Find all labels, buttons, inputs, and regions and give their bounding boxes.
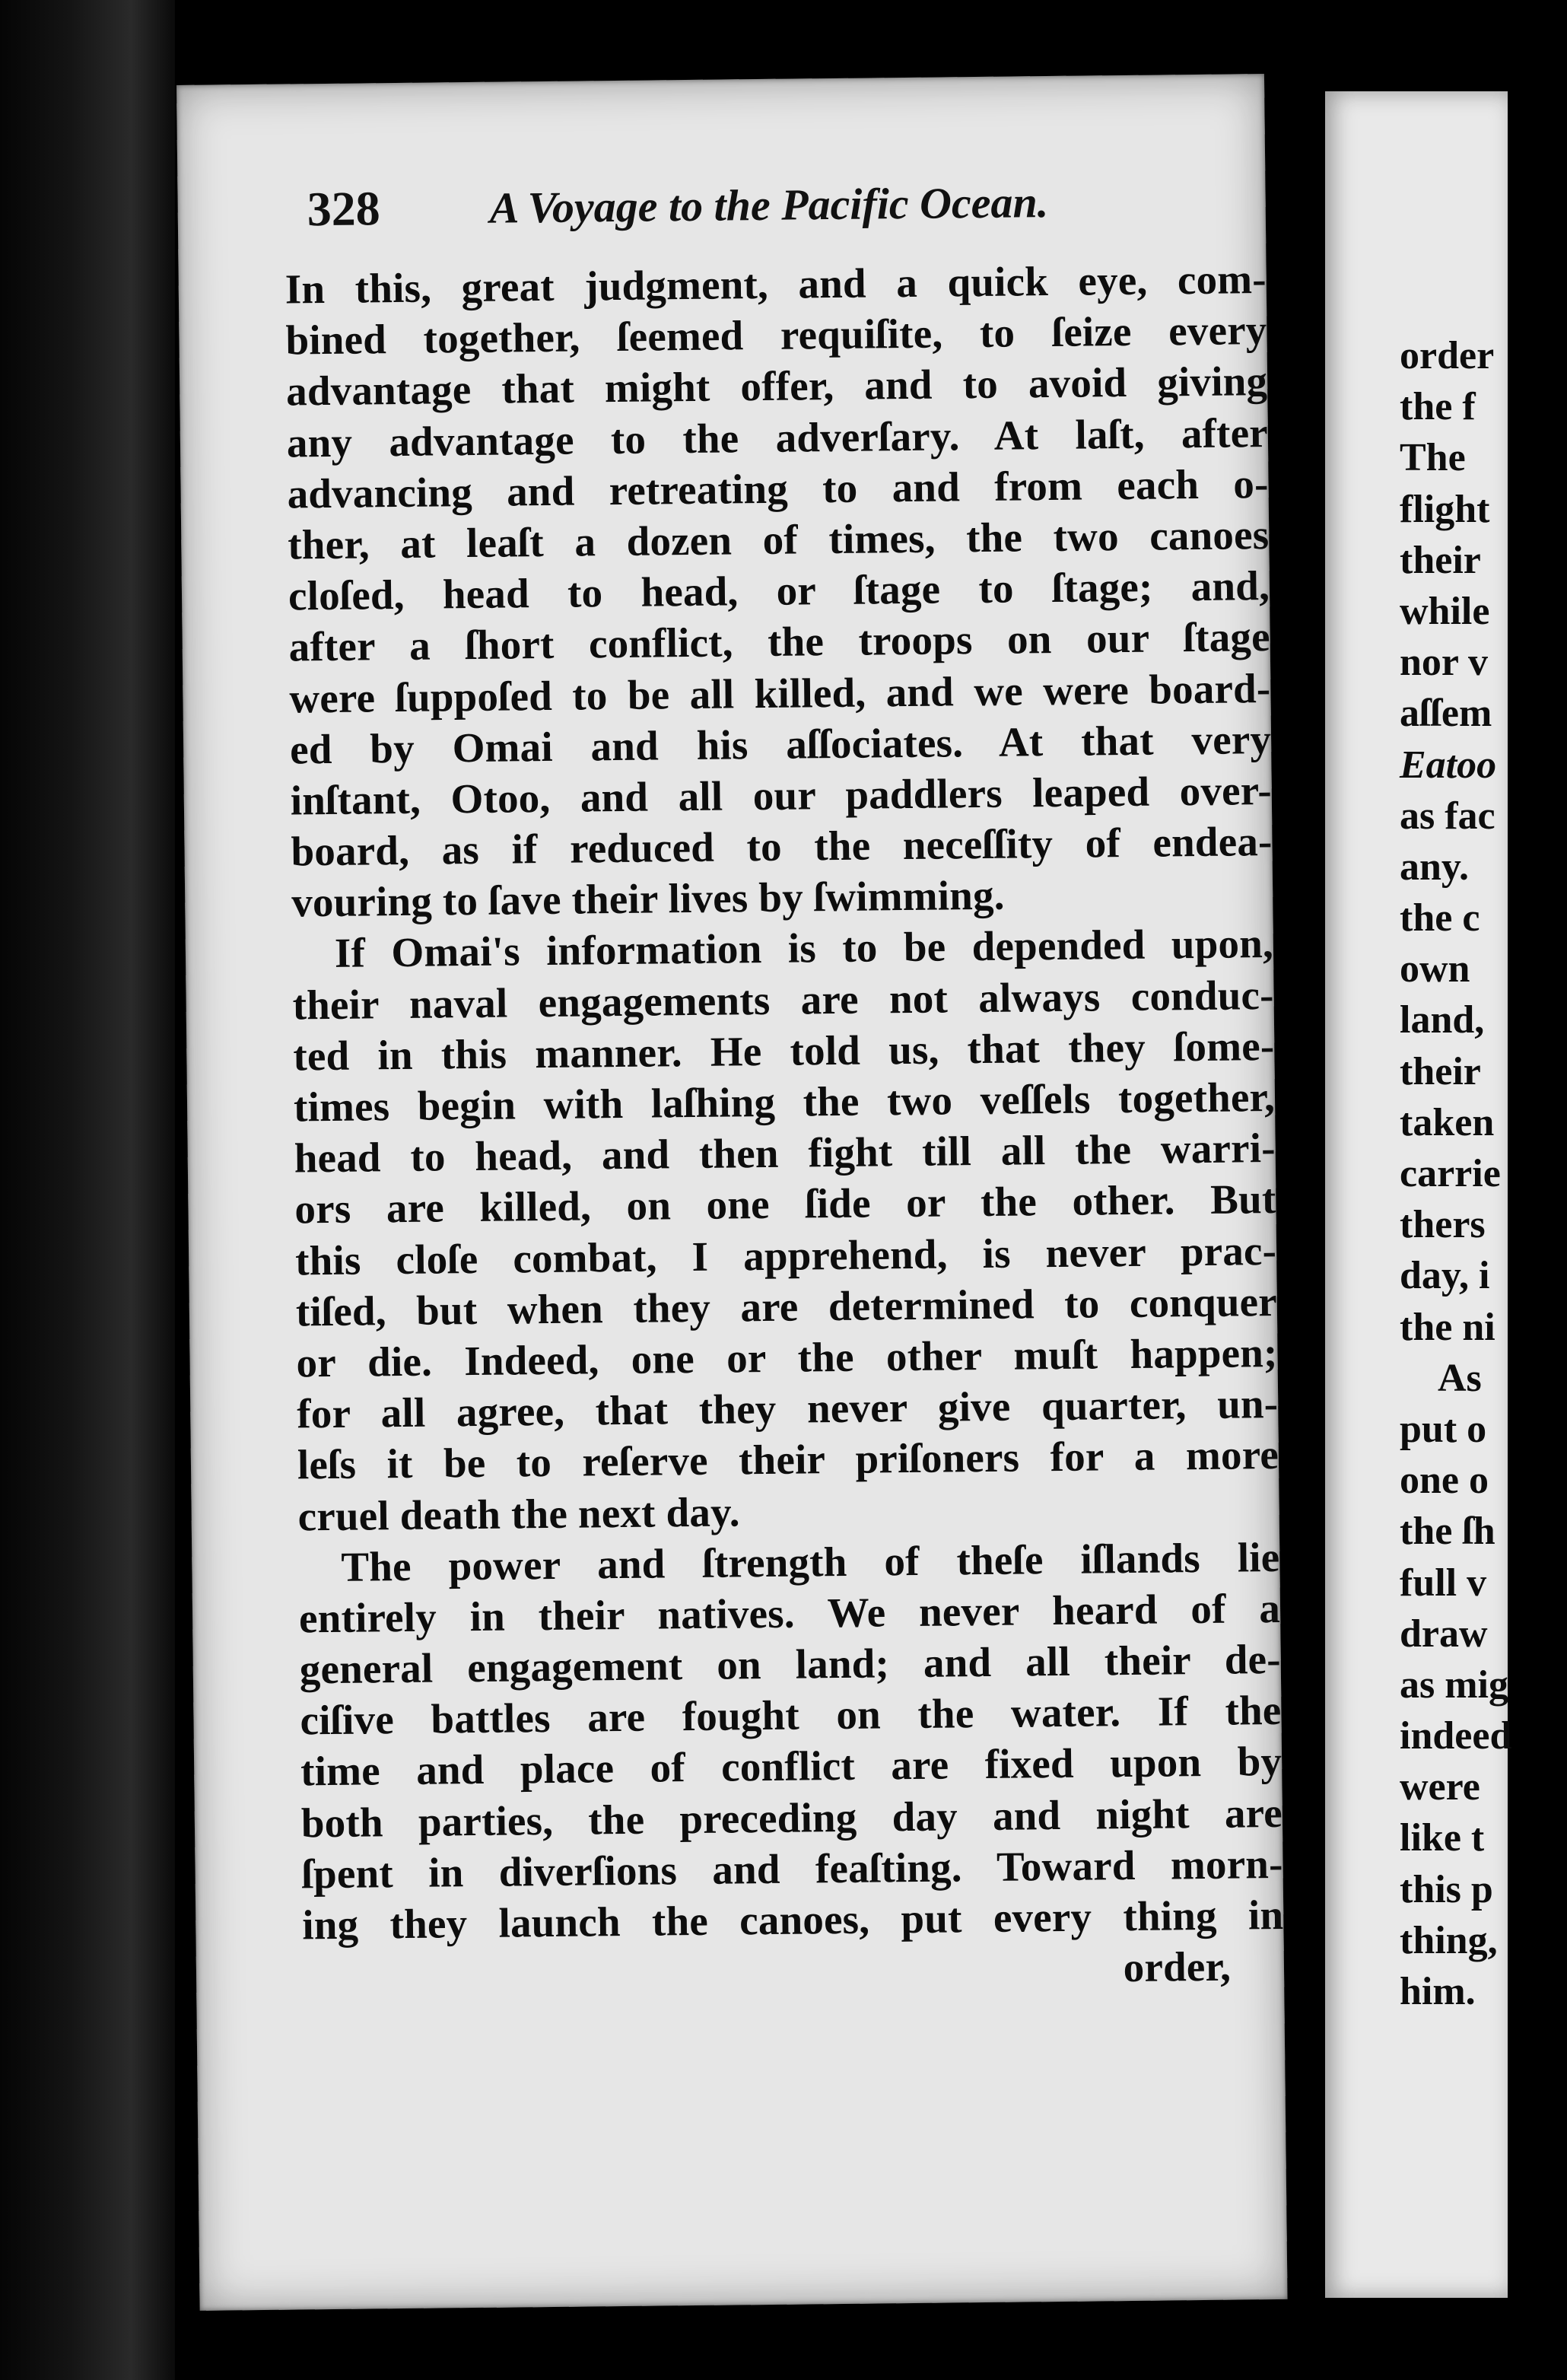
right-text-line: as fac (1400, 794, 1495, 838)
text-line: inſtant, Otoo, and all our paddlers leaped over- (290, 766, 1273, 824)
text-line: times begin with laſhing the two veſſels together, (293, 1073, 1276, 1131)
right-text-line: any. (1400, 845, 1470, 889)
text-line: any advantage to the adverſary. At laſt, after (286, 409, 1269, 466)
text-line: If Omai's information is to be depended upon, (334, 920, 1274, 977)
text-line: leſs it be to reſerve their priſoners for a more (297, 1431, 1279, 1488)
right-text-line: taken (1400, 1100, 1495, 1144)
text-line: The power and ſtrength of theſe iſlands lie (341, 1533, 1280, 1590)
right-text-line: order (1400, 334, 1495, 377)
right-text-line: the f (1400, 385, 1476, 429)
text-line: ther, at leaſt a dozen of times, the two canoes (288, 511, 1270, 568)
text-line: cruel death the next day. (297, 1488, 740, 1539)
text-line: entirely in their natives. We never heard of a (298, 1584, 1281, 1642)
right-text-line: the ni (1400, 1305, 1495, 1349)
right-text-line: aſſem (1400, 692, 1492, 736)
text-line: order, (1123, 1943, 1232, 1991)
text-line: general engagement on land; and all their de- (299, 1635, 1282, 1693)
text-line: advantage that might offer, and to avoid giving (285, 358, 1268, 415)
right-text-line: like t (1400, 1816, 1485, 1860)
right-text-line: thers (1400, 1203, 1486, 1247)
right-text-line: their (1400, 1049, 1481, 1093)
text-line: ted in this manner. He told us, that they ſome- (293, 1022, 1275, 1080)
text-line: In this, great judgment, and a quick eye, com- (284, 256, 1267, 313)
text-line: bined together, ſeemed requiſite, to ſeize every (285, 307, 1267, 364)
right-text-line: him. (1400, 1970, 1476, 2013)
right-text-line: put o (1400, 1407, 1487, 1451)
text-line: ing they launch the canoes, put every thing in (302, 1891, 1284, 1949)
text-line: ſpent in diverſions and feaſting. Toward morn- (301, 1840, 1283, 1898)
right-text-line: nor v (1400, 641, 1489, 685)
left-page (176, 74, 1288, 2311)
right-text-line: the c (1400, 896, 1480, 940)
right-page-partial (1325, 91, 1512, 2298)
text-line: their naval engagements are not always conduc- (292, 971, 1274, 1029)
right-text-line: day, i (1400, 1254, 1490, 1298)
right-text-line: flight (1400, 487, 1490, 531)
right-text-line: As (1438, 1356, 1482, 1400)
text-line: tiſed, but when they are determined to conquer (295, 1278, 1278, 1335)
right-text-line: own (1400, 947, 1470, 991)
running-head (307, 171, 1296, 243)
left-page-body-text (284, 253, 1284, 2002)
right-text-line: the ſh (1400, 1510, 1495, 1554)
text-line: after a ſhort conflict, the troops on our ſtage (288, 613, 1270, 670)
text-line: ed by Omai and his aſſociates. At that very (289, 715, 1272, 773)
right-page-body-text (1400, 330, 1567, 2017)
right-text-line: as mig (1400, 1662, 1508, 1707)
text-line: cloſed, head to head, or ſtage to ſtage; and, (288, 562, 1270, 619)
text-line: or die. Indeed, one or the other muſt happen; (296, 1328, 1278, 1386)
right-text-line: their (1400, 538, 1481, 582)
scan-gutter (0, 0, 175, 2380)
text-line: this cloſe combat, I apprehend, is never prac- (294, 1227, 1277, 1284)
text-line: ciſive battles are fought on the water. If the (300, 1687, 1282, 1744)
right-text-line: were (1400, 1765, 1480, 1809)
running-title: A Voyage to the Pacific Ocean. (489, 177, 1049, 233)
right-text-line: indeed (1400, 1714, 1512, 1758)
right-text-line: this p (1400, 1867, 1493, 1911)
text-line: vouring to ſave their lives by ſwimming. (291, 871, 1005, 926)
right-text-line: carrie (1400, 1152, 1501, 1195)
right-text-line: thing, (1400, 1918, 1498, 1962)
text-line: time and place of conflict are fixed upon by (300, 1738, 1283, 1795)
right-text-line: while (1400, 589, 1490, 633)
text-line: head to head, and then fight till all the warri- (294, 1125, 1276, 1182)
right-text-line: The (1400, 436, 1466, 480)
right-text-line: one o (1400, 1459, 1489, 1503)
right-text-line: Eatoo (1400, 743, 1497, 787)
text-line: for all agree, that they never give quarter, un- (296, 1380, 1279, 1437)
text-line: both parties, the preceding day and night are (300, 1789, 1283, 1847)
text-line: board, as if reduced to the neceſſity of endea- (291, 818, 1273, 875)
right-text-line: full v (1400, 1561, 1487, 1605)
right-text-line: land, (1400, 998, 1485, 1042)
text-line: were ſuppoſed to be all killed, and we were board- (289, 664, 1271, 721)
right-text-line: draw (1400, 1612, 1488, 1656)
text-line: ors are killed, on one ſide or the other. But (294, 1176, 1276, 1233)
text-line: advancing and retreating to and from each o- (287, 460, 1269, 517)
page-number: 328 (307, 181, 381, 237)
